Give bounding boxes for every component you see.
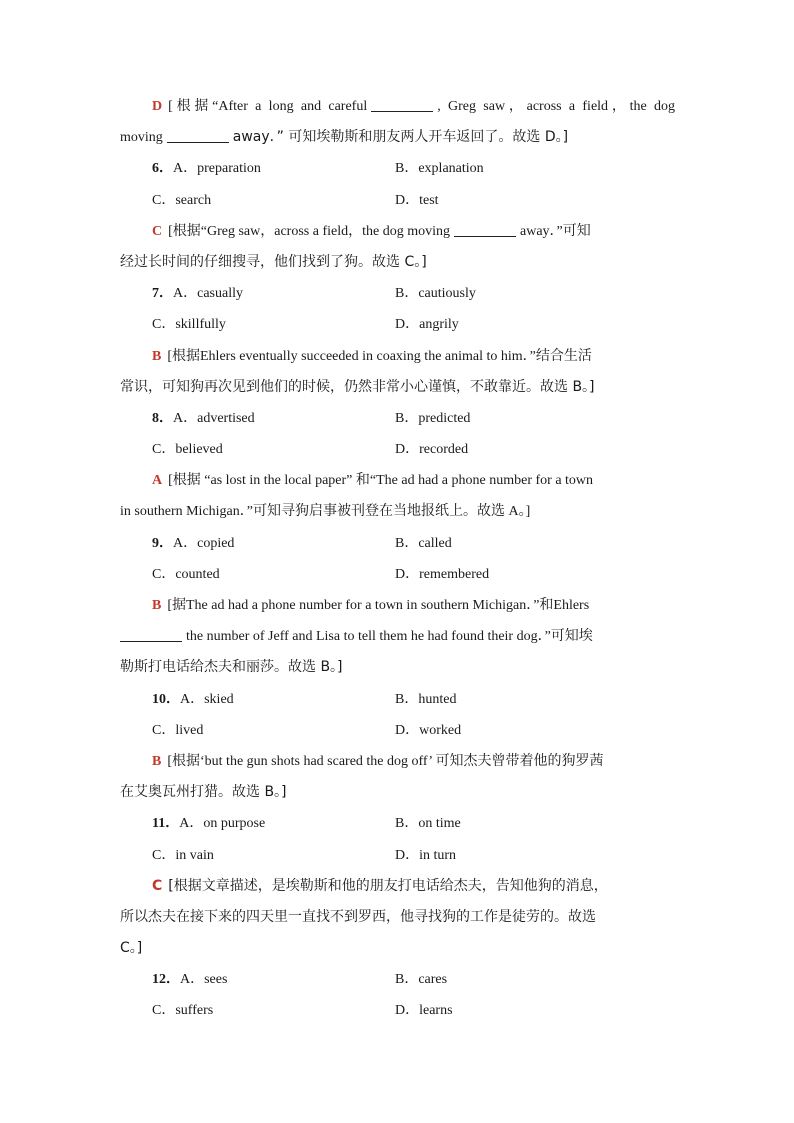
document-page: [120, 91, 675, 1027]
q7-explanation-line-1: B [根据Ehlers eventually succeeded in coaxing the animal to him．”结合生活: [152, 348, 592, 364]
option-b: B．cares: [395, 972, 448, 988]
q12-options-row-1: 12．A．sees B．cares: [120, 964, 675, 995]
q6-options-row-1: 6．A．preparation B．explanation: [120, 153, 675, 184]
q5-explanation-line-2: moving away．” 可知埃勒斯和朋友两人开车返回了。故选 D。]: [120, 129, 569, 146]
q11-explanation-line-2: 所以杰夫在接下来的四天里一直找不到罗西，他寻找狗的工作是徒劳的。故选: [120, 908, 596, 925]
answer-letter: B: [152, 348, 162, 364]
option-b: B．cautiously: [395, 286, 476, 302]
blank: [167, 128, 229, 143]
option-a: A．advertised: [173, 410, 255, 426]
option-c: C．in vain: [152, 847, 214, 863]
option-d: D．test: [395, 192, 439, 208]
option-b: B．hunted: [395, 691, 457, 707]
option-a: A．preparation: [173, 161, 261, 177]
answer-letter: D: [152, 99, 163, 114]
q10-options-row-1: 10．A．skied B．hunted: [120, 684, 675, 715]
option-d: D．in turn: [395, 847, 457, 863]
option-b: B．called: [395, 535, 452, 551]
option-d: D．angrily: [395, 317, 459, 333]
q8-options-row-1: 8．A．advertised B．predicted: [120, 403, 675, 434]
blank: [120, 627, 182, 642]
q11-explanation-line-3: C。]: [120, 940, 143, 957]
q8-explanation-line-2: in southern Michigan．”可知寻狗启事被刊登在当地报纸上。故选 A。]: [120, 504, 531, 520]
q10-options-row-2: [120, 715, 675, 746]
option-d: D．worked: [395, 722, 462, 738]
option-a: A．casually: [173, 286, 243, 302]
q7-options-row-2: [120, 309, 675, 340]
q6-explanation-line-1: C [根据“Greg saw，across a field，the dog moving away．”可知: [152, 223, 591, 239]
option-a: A．on purpose: [179, 816, 266, 832]
q8-options-row-2: [120, 434, 675, 465]
option-b: B．predicted: [395, 410, 471, 426]
answer-letter: A: [152, 473, 163, 489]
option-d: D．remembered: [395, 566, 490, 582]
q6-options-row-2: [120, 185, 675, 216]
answer-letter: B: [152, 598, 162, 613]
answer-letter: B: [152, 753, 162, 769]
option-d: D．recorded: [395, 442, 469, 458]
q9-explanation-line-2: the number of Jeff and Lisa to tell them he had found their dog．”可知埃: [120, 621, 675, 652]
q5-explanation-line-1: D [根据“After a long and careful , Greg saw，across a field，the dog: [152, 99, 675, 114]
option-a: A．sees: [180, 972, 228, 988]
q6-explanation-line-2: 经过长时间的仔细搜寻，他们找到了狗。故选 C。]: [120, 253, 427, 270]
q11-options-row-2: [120, 840, 675, 871]
option-a: A．copied: [173, 535, 235, 551]
q9-options-row-2: [120, 559, 675, 590]
option-c: C．search: [152, 192, 212, 208]
option-c: C．skillfully: [152, 317, 226, 333]
blank: [454, 222, 516, 237]
q7-explanation-line-2: 常识，可知狗再次见到他们的时候，仍然非常小心谨慎，不敢靠近。故选 B。]: [120, 378, 595, 395]
q8-explanation-line-1: A [根据 “as lost in the local paper” 和“The ad had a phone number for a town: [152, 473, 594, 489]
q11-options-row-1: 11．A．on purpose B．on time: [120, 808, 675, 839]
q10-explanation-line-2: 在艾奥瓦州打猎。故选 B。]: [120, 784, 287, 801]
q7-options-row-1: 7．A．casually B．cautiously: [120, 278, 675, 309]
option-d: D．learns: [395, 1003, 453, 1019]
option-b: B．on time: [395, 816, 461, 832]
q9-explanation-line-3: 勒斯打电话给杰夫和丽莎。故选 B。]: [120, 659, 343, 676]
q11-explanation-line-1: C [根据文章描述，是埃勒斯和他的朋友打电话给杰夫，告知他狗的消息，: [152, 877, 608, 894]
blank: [371, 97, 433, 112]
option-c: C．lived: [152, 722, 204, 738]
answer-letter: C: [152, 223, 163, 239]
option-c: C．counted: [152, 566, 220, 582]
option-a: A．skied: [180, 691, 234, 707]
q9-explanation-line-1: B [据The ad had a phone number for a town in southern Michigan．”和Ehlers: [152, 598, 590, 613]
answer-letter: C: [152, 877, 163, 894]
q10-explanation-line-1: B [根据‘but the gun shots had scared the dog off’ 可知杰夫曾带着他的狗罗茜: [152, 753, 604, 769]
q9-options-row-1: 9．A．copied B．called: [120, 528, 675, 559]
option-c: C．believed: [152, 442, 223, 458]
option-c: C．suffers: [152, 1003, 214, 1019]
q12-options-row-2: [120, 995, 675, 1026]
option-b: B．explanation: [395, 161, 484, 177]
